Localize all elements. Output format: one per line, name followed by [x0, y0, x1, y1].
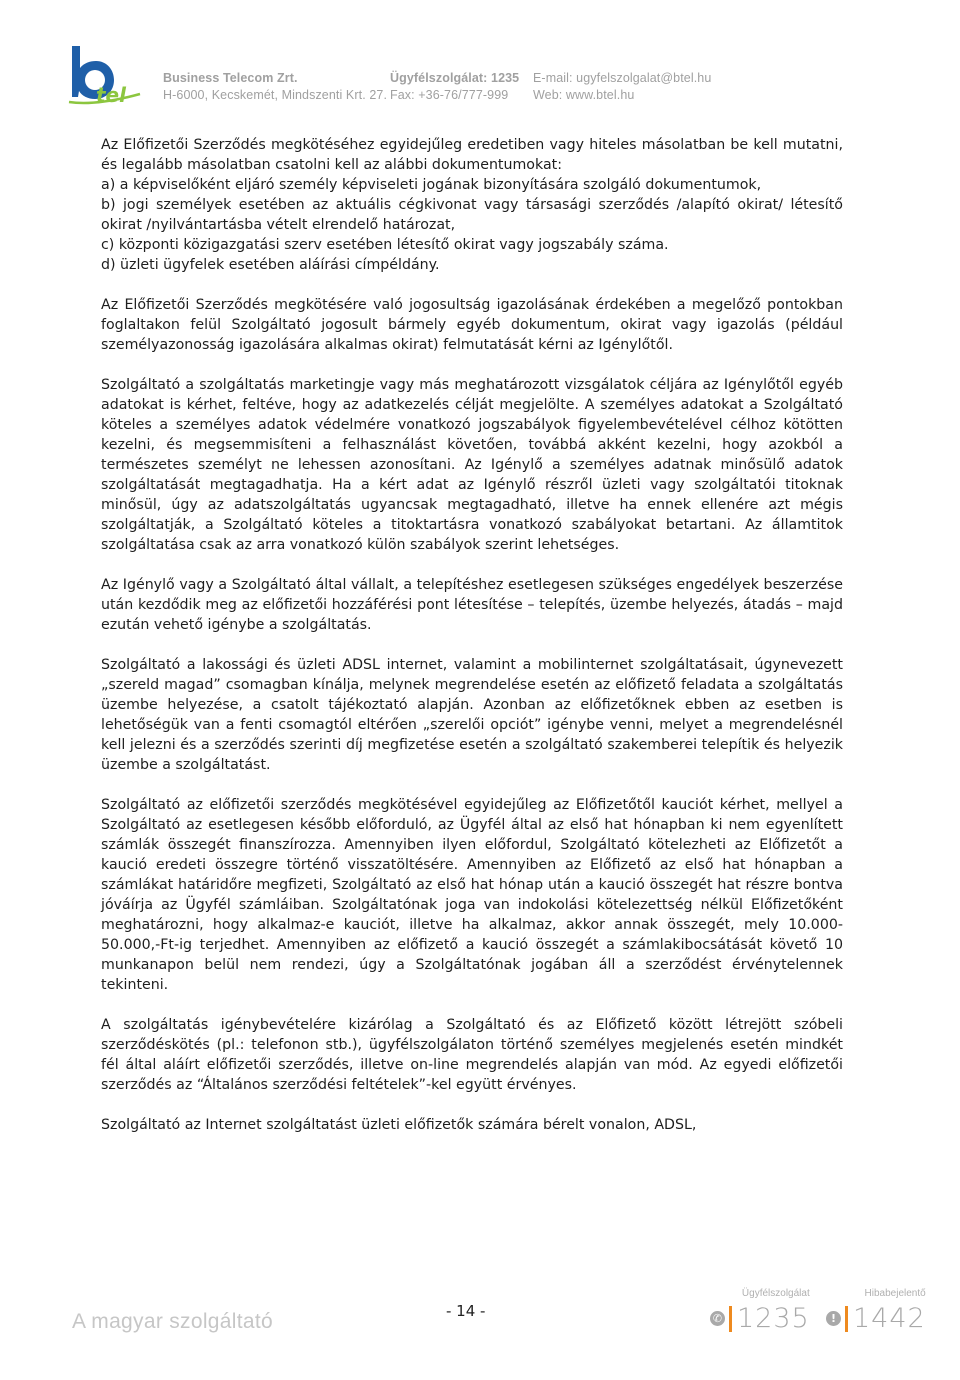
- web-link[interactable]: Web: www.btel.hu: [533, 88, 635, 102]
- footer-fault-report: [826, 1288, 926, 1334]
- contact-info: [533, 70, 711, 104]
- accent-bar: [729, 1306, 732, 1332]
- paragraph-data-handling: Szolgáltató a szolgáltatás marketingje vagy más meghatározott vizsgálatok céljára az Igénylőtől egyéb adatokat is kérhet, feltéve, hogy az adatkezelés célját megjelölte. A személyes adatokat a Szolgáltató köteles a személyes adatok védelmére vonatkozó jogszabályok figyelembevételével célhoz kötötten kezelni, és megsemmisíteni a felhasználást követően, továbbá akként kezelni, hogy azokból a természetes személyt ne lehessen azonosítani. Az Igénylő a személyes adatnak minősülő adatok szolgáltatását megtagadhatja. Ha a kért adat az Igénylő részről üzleti vagy szolgáltatói titoknak minősül, úgy az adatszolgáltatás ugyancsak megtagadható, illetve ha ennek ellenére azt mégis szolgáltatják, a Szolgáltató köteles a titoktartásra vonatkozó szabályokat betartani. Az államtitok szolgáltatása csak az arra vonatkozó külön szabályok szerint lehetséges.: [101, 377, 843, 553]
- paragraph-deposit: Szolgáltató az előfizetői szerződés megkötésével egyidejűleg az Előfizetőtől kauciót kérhet, mellyel a Szolgáltató az esetlegesen később előforduló, az Ügyfél által az első hat hónapban ki nem egyenlített számlák összegét finanszírozza. Amennyiben ilyen előfordul, Szolgáltató kötelezheti az Előfizetőt a kaució eredeti összegre történő visszatöltésére. Amennyiben az Előfizető az első hat hónapban a számlákat határidőre megfizeti, Szolgáltató az első hat hónap után a kaució összegét hat részre bontva jóváírja az Ügyfél számláiban. Szolgáltatónak joga van indokolási kötelezettség nélkül Előfizetőként meghatározni, hogy alkalmaz-e kauciót, illetve ha alkalmaz, akkor annak összegét, mely 10.000-50.000,-Ft-ig terjedhet. Amennyiben az előfizető a kaució összegét a számlakibocsátását követő 10 munkanapon belül nem rendezi, úgy a Szolgáltatónak jogában áll a szerződést érvénytelennek tekinteni.: [101, 797, 843, 993]
- fault-report-number: 1442: [853, 1303, 926, 1334]
- paragraph-contract-forms: A szolgáltatás igénybevételére kizárólag a Szolgáltató és az Előfizető között létrejött szóbeli szerződéskötés (pl.: telefonon stb.), ügyfélszolgálaton történő személyes megjelenés esetén mindkét fél által aláírt előfizetői szerződés, illetve on-line megrendelés alapján van mód. Az egyedi előfizetői szerződés az “Általános szerződési feltételek”-kel együtt érvényes.: [101, 1017, 843, 1093]
- paragraph-adsl-self-install: Szolgáltató a lakossági és üzleti ADSL internet, valamint a mobilinternet szolgáltatásait, úgynevezett „szereld magad” csomagban kínálja, melynek megrendelése esetén az előfizető feladata a szolgáltatás üzembe helyezése, a csatolt tájékoztató alapján. Azonban az előfizetőknek ebben az esetben is lehetőségük van a fenti csomagtól eltérően „szerelői opciót” igénybe venni, melyet a megrendelésnél kell jelezni és a szerződés szerinti díj megfizetése esetén a szolgáltató szakemberei telepítik és helyezik üzembe a szolgáltatást.: [101, 657, 843, 773]
- company-info: [163, 70, 387, 104]
- btel-logo: [66, 44, 146, 106]
- footer-customer-service: [710, 1288, 810, 1334]
- paragraph-internet-service: Szolgáltató az Internet szolgáltatást üzleti előfizetők számára bérelt vonalon, ADSL,: [101, 1117, 697, 1133]
- svg-text:tel: tel: [96, 83, 126, 106]
- phone-icon: ✆: [710, 1311, 725, 1326]
- company-name: Business Telecom Zrt.: [163, 71, 298, 85]
- intro-paragraph: Az Előfizetői Szerződés megkötéséhez egyidejűleg eredetiben vagy hiteles másolatban be kell mutatni, és legalább másolatban csatolni kell az alábbi dokumentumokat:: [101, 137, 843, 173]
- list-item-d: d) üzleti ügyfelek esetében aláírási címpéldány.: [101, 257, 440, 273]
- phone-info: [390, 70, 519, 104]
- email-link[interactable]: E-mail: ugyfelszolgalat@btel.hu: [533, 71, 712, 85]
- paragraph-eligibility: Az Előfizetői Szerződés megkötésére való jogosultság igazolásának érdekében a megelőző pontokban foglaltakon felül Szolgáltató jogosult bármely egyéb dokumentum, okirat vagy igazolás (például személyazonosság igazolására alkalmas okirat) felmutatását kérni az Igénylőtől.: [101, 297, 843, 353]
- customer-service-phone: Ügyfélszolgálat: 1235: [390, 71, 520, 85]
- page-number: - 14 -: [446, 1302, 486, 1320]
- document-body: [101, 135, 843, 1135]
- warning-icon: !: [826, 1311, 841, 1326]
- footer-slogan: A magyar szolgáltató: [72, 1310, 273, 1333]
- list-item-b: b) jogi személyek esetében az aktuális cégkivonat vagy társasági szerződés /alapító okirat/ létesítő okirat /nyilvántartásba vételt elrendelő határozat,: [101, 197, 843, 233]
- customer-service-number: 1235: [737, 1303, 810, 1334]
- company-address: H-6000, Kecskemét, Mindszenti Krt. 27.: [163, 88, 388, 102]
- customer-service-label: Ügyfélszolgálat: [741, 1288, 810, 1299]
- list-item-a: a) a képviselőként eljáró személy képviseleti jogának bizonyítására szolgáló dokumentumok,: [101, 177, 762, 193]
- fault-report-label: Hibabejelentő: [864, 1288, 926, 1299]
- fax-number: Fax: +36-76/777-999: [390, 88, 509, 102]
- page-header: [0, 0, 960, 110]
- list-item-c: c) központi közigazgatási szerv esetében létesítő okirat vagy jogszabály száma.: [101, 237, 669, 253]
- accent-bar: [845, 1306, 848, 1332]
- paragraph-installation: Az Igénylő vagy a Szolgáltató által vállalt, a telepítéshez esetlegesen szükséges engedélyek beszerzése után kezdődik meg az előfizetői hozzáférési pont létesítése – telepítés, üzembe helyezés, átadás – majd ezután vehető igénybe a szolgáltatás.: [101, 577, 843, 633]
